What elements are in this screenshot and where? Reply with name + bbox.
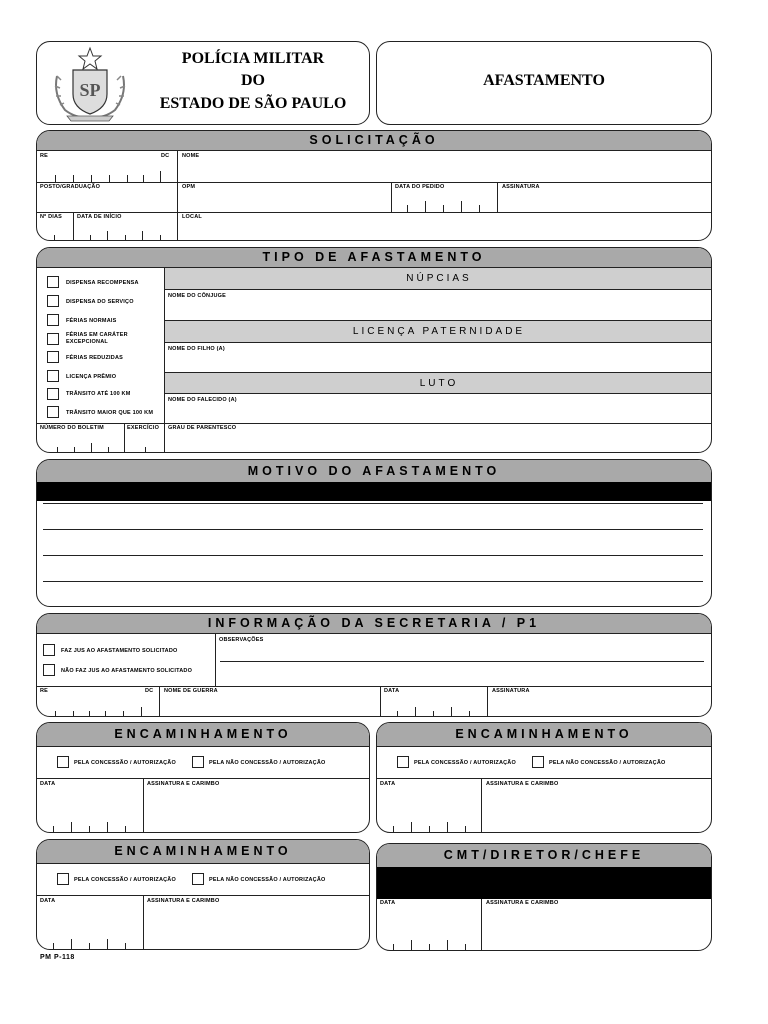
nome-falecido-label: NOME DO FALECIDO (A) <box>168 397 237 403</box>
data-pedido-input[interactable] <box>392 182 497 212</box>
nao-faz-jus-option[interactable] <box>43 664 213 678</box>
n-dias-label: Nº DIAS <box>40 214 63 220</box>
redacted-bar <box>37 482 712 501</box>
checkbox[interactable] <box>47 406 59 418</box>
checkbox[interactable] <box>47 370 59 382</box>
cmt-assinatura-input[interactable] <box>482 900 712 951</box>
checkbox[interactable] <box>397 756 409 768</box>
info-re-input[interactable] <box>37 687 159 717</box>
encaminhamento-2-section <box>376 722 712 833</box>
option-label: TRÂNSITO ATÉ 100 KM <box>66 391 131 397</box>
motivo-section <box>36 459 712 607</box>
re-label: RE <box>40 153 49 159</box>
opm-label: OPM <box>182 184 196 190</box>
option-label: FÉRIAS NORMAIS <box>66 318 117 324</box>
nome-conjuge-input[interactable] <box>165 291 712 319</box>
solicitacao-header: SOLICITAÇÃO <box>37 131 711 151</box>
tipo-section <box>36 247 712 453</box>
assinatura-carimbo-label: ASSINATURA E CARIMBO <box>147 898 220 904</box>
encaminhamento-header: ENCAMINHAMENTO <box>37 723 369 747</box>
nome-guerra-input[interactable] <box>160 687 380 717</box>
org-name-line1: POLÍCIA MILITAR <box>181 50 325 67</box>
numero-boletim-input[interactable] <box>37 424 124 453</box>
nao-concessao-option[interactable] <box>192 873 367 887</box>
checkbox[interactable] <box>47 333 59 345</box>
encaminhamento-header: ENCAMINHAMENTO <box>37 840 369 864</box>
info-data-label: DATA <box>384 688 400 694</box>
tipo-header: TIPO DE AFASTAMENTO <box>37 248 711 268</box>
cmt-data-label: DATA <box>380 900 396 906</box>
option-label: NÃO FAZ JUS AO AFASTAMENTO SOLICITADO <box>61 668 193 674</box>
observacoes-input[interactable] <box>220 644 710 686</box>
data-input[interactable] <box>377 779 481 833</box>
assinatura-carimbo-label: ASSINATURA E CARIMBO <box>486 781 559 787</box>
assinatura-carimbo-input[interactable] <box>144 896 370 950</box>
option-label: PELA CONCESSÃO / AUTORIZAÇÃO <box>74 760 176 766</box>
cmt-header: CMT/DIRETOR/CHEFE <box>377 844 711 868</box>
header-left-panel <box>36 41 370 125</box>
org-name-line3: ESTADO DE SÃO PAULO <box>159 95 347 112</box>
nao-concessao-option[interactable] <box>192 756 367 770</box>
exercicio-input[interactable] <box>125 424 164 453</box>
checkbox[interactable] <box>47 295 59 307</box>
checkbox[interactable] <box>47 314 59 326</box>
info-dc-label: DC <box>145 688 154 694</box>
checkbox[interactable] <box>192 756 204 768</box>
data-label: DATA <box>40 898 56 904</box>
nupcias-header: NÚPCIAS <box>165 268 712 290</box>
checkbox[interactable] <box>57 873 69 885</box>
paternidade-header: LICENÇA PATERNIDADE <box>165 320 712 343</box>
motivo-header: MOTIVO DO AFASTAMENTO <box>37 460 711 482</box>
svg-text:SP: SP <box>79 80 101 100</box>
assinatura-carimbo-input[interactable] <box>482 779 712 833</box>
nome-filho-input[interactable] <box>165 344 712 371</box>
tipo-option-4[interactable] <box>47 350 162 364</box>
motivo-text-area[interactable] <box>43 501 707 601</box>
coat-of-arms-icon <box>51 46 129 122</box>
option-label: FAZ JUS AO AFASTAMENTO SOLICITADO <box>61 648 178 654</box>
tipo-option-5[interactable] <box>47 369 162 383</box>
local-label: LOCAL <box>182 214 202 220</box>
assinatura-carimbo-input[interactable] <box>144 779 370 833</box>
checkbox[interactable] <box>47 276 59 288</box>
header-right-panel <box>376 41 712 125</box>
info-assinatura-input[interactable] <box>488 687 712 717</box>
checkbox[interactable] <box>192 873 204 885</box>
form-code: PM P-118 <box>40 954 75 961</box>
nome-input[interactable] <box>178 151 712 182</box>
data-inicio-label: DATA DE INÍCIO <box>77 214 122 220</box>
posto-label: POSTO/GRADUAÇÃO <box>40 184 101 190</box>
option-label: FÉRIAS EM CARÁTER EXCEPCIONAL <box>66 332 128 345</box>
tipo-option-3[interactable] <box>47 330 162 348</box>
nome-guerra-label: NOME DE GUERRA <box>164 688 218 694</box>
tipo-option-6[interactable] <box>47 387 162 401</box>
option-label: FÉRIAS REDUZIDAS <box>66 355 123 361</box>
data-input[interactable] <box>37 896 143 950</box>
info-section <box>36 613 712 717</box>
assinatura-carimbo-label: ASSINATURA E CARIMBO <box>147 781 220 787</box>
concessao-option[interactable] <box>57 873 192 887</box>
checkbox[interactable] <box>532 756 544 768</box>
option-label: PELA NÃO CONCESSÃO / AUTORIZAÇÃO <box>209 760 326 766</box>
nome-falecido-input[interactable] <box>165 395 712 423</box>
cmt-section <box>376 843 712 951</box>
checkbox[interactable] <box>57 756 69 768</box>
grau-parentesco-input[interactable] <box>165 424 712 453</box>
tipo-option-1[interactable] <box>47 294 162 308</box>
info-assinatura-label: ASSINATURA <box>492 688 530 694</box>
luto-header: LUTO <box>165 372 712 394</box>
cmt-assinatura-label: ASSINATURA E CARIMBO <box>486 900 559 906</box>
option-label: PELA CONCESSÃO / AUTORIZAÇÃO <box>414 760 516 766</box>
encaminhamento-3-section <box>36 839 370 950</box>
info-header: INFORMAÇÃO DA SECRETARIA / P1 <box>37 614 711 634</box>
assinatura-label: ASSINATURA <box>502 184 540 190</box>
tipo-option-7[interactable] <box>47 405 162 419</box>
form-title: AFASTAMENTO <box>483 72 605 89</box>
encaminhamento-1-section <box>36 722 370 833</box>
checkbox[interactable] <box>47 351 59 363</box>
solicitacao-section <box>36 130 712 241</box>
data-inicio-input[interactable] <box>74 212 177 241</box>
concessao-option[interactable] <box>57 756 192 770</box>
data-pedido-label: DATA DO PEDIDO <box>395 184 445 190</box>
option-label: TRÂNSITO MAIOR QUE 100 KM <box>66 410 154 416</box>
observacoes-label: OBSERVAÇÕES <box>219 637 264 643</box>
option-label: DISPENSA RECOMPENSA <box>66 280 139 286</box>
local-input[interactable] <box>178 212 712 241</box>
info-data-input[interactable] <box>381 687 487 717</box>
org-name-line2: DO <box>241 72 265 89</box>
option-label: PELA NÃO CONCESSÃO / AUTORIZAÇÃO <box>209 877 326 883</box>
option-label: PELA CONCESSÃO / AUTORIZAÇÃO <box>74 877 176 883</box>
data-label: DATA <box>40 781 56 787</box>
info-re-label: RE <box>40 688 49 694</box>
checkbox[interactable] <box>47 388 59 400</box>
option-label: PELA NÃO CONCESSÃO / AUTORIZAÇÃO <box>549 760 666 766</box>
data-label: DATA <box>380 781 396 787</box>
nome-label: NOME <box>182 153 200 159</box>
tipo-option-0[interactable] <box>47 275 162 289</box>
nome-filho-label: NOME DO FILHO (A) <box>168 346 225 352</box>
checkbox[interactable] <box>43 644 55 656</box>
numero-boletim-label: NÚMERO DO BOLETIM <box>40 425 104 431</box>
data-input[interactable] <box>37 779 143 833</box>
checkbox[interactable] <box>43 664 55 676</box>
tipo-option-2[interactable] <box>47 313 162 327</box>
cmt-data-input[interactable] <box>377 900 481 951</box>
grau-parentesco-label: GRAU DE PARENTESCO <box>168 425 237 431</box>
opm-input[interactable] <box>178 182 391 212</box>
option-label: LICENÇA PRÊMIO <box>66 374 117 380</box>
encaminhamento-header: ENCAMINHAMENTO <box>377 723 711 747</box>
faz-jus-option[interactable] <box>43 644 213 658</box>
n-dias-input[interactable] <box>37 212 73 241</box>
exercicio-label: EXERCÍCIO <box>127 425 160 431</box>
concessao-option[interactable] <box>397 756 532 770</box>
nome-conjuge-label: NOME DO CÔNJUGE <box>168 293 227 299</box>
re-input[interactable] <box>37 151 177 182</box>
assinatura-input[interactable] <box>498 182 712 212</box>
posto-input[interactable] <box>37 182 177 212</box>
option-label: DISPENSA DO SERVIÇO <box>66 299 134 305</box>
nao-concessao-option[interactable] <box>532 756 707 770</box>
dc-label: DC <box>161 153 170 159</box>
redacted-bar <box>377 867 712 899</box>
